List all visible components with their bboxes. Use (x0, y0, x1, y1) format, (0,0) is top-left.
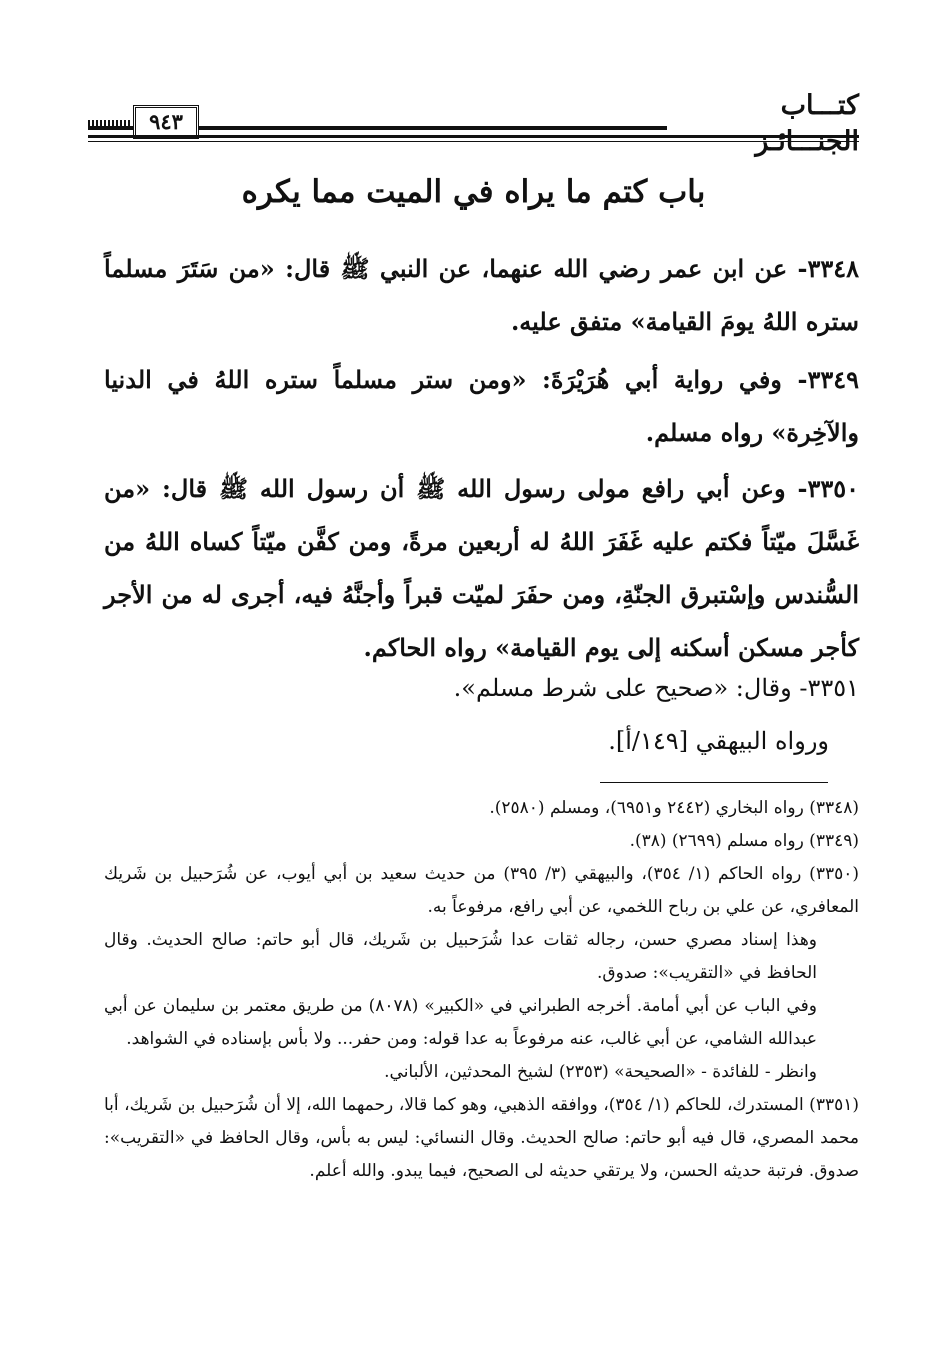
footnote-separator (600, 782, 828, 783)
header-rule-thin (88, 141, 859, 142)
footnote-3350: (٣٣٥٠) رواه الحاكم (١/ ٣٥٤)، والبيهقي (٣/ ٣٩٥) من حديث سعيد بن أبي أيوب، عن شُرَحبيل بن شَريك المعافري، عن علي بن رباح اللخمي، عن أبي رافع، مرفوعاً به. (104, 864, 859, 917)
footnote-3350-paragraph: وانظر - للفائدة - «الصحيحة» (٢٣٥٣) لشيخ المحدثين، الألباني. (384, 1062, 817, 1082)
header-rule-thick (88, 135, 859, 138)
hadith-text: ٣٣٥٠- وعن أبي رافع مولى رسول الله ﷺ أن رسول الله ﷺ قال: «من غَسَّلَ ميّتاً فكتم عليه غَفَرَ اللهُ له أربعين مرةً، ومن كفَّن ميّتاً كساه اللهُ من السُّندس وإسْتبرق الجنّةِ، ومن حفَرَ لميّت قبراً وأجنَّهُ فيه، أجرى له من الأجر كأجر مسكن أسكنه إلى يوم القيامة» رواه الحاكم. (104, 474, 859, 662)
hadith-3349 (104, 353, 859, 459)
hadith-3351 (104, 662, 859, 768)
hadith-3348 (104, 242, 859, 348)
footnote-3351: (٣٣٥١) المستدرك، للحاكم (١/ ٣٥٤)، ووافقه الذهبي، وهو كما قالا، رحمهما الله، إلا أن شُرَحبيل بن شَريك، أبا محمد المصري، قال فيه أبو حاتم: صالح الحديث. وقال النسائي: ليس به بأس، وقال الحافظ في «التقريب»: صدوق. فرتبة حديثه الحسن، ولا يرتقي حديثه لى الصحيح، فيما يبدو. والله أعلم. (104, 1095, 859, 1181)
footnote-3350-paragraph: وهذا إسناد مصري حسن، رجاله ثقات عدا شُرَحبيل بن شَريك، قال أبو حاتم: صالح الحديث. وقال الحافظ في «التقريب»: صدوق. (104, 930, 817, 983)
hadith-text: ٣٣٥١- وقال: «صحيح على شرط مسلم». (453, 674, 859, 702)
footnote-3349: (٣٣٤٩) رواه مسلم (٢٦٩٩) (٣٨). (629, 831, 859, 851)
footnote-3350-paragraph: وفي الباب عن أبي أمامة. أخرجه الطبراني في «الكبير» (٨٠٧٨) من طريق معتمر بن سليمان عن أبي عبدالله الشامي، عن أبي غالب، عنه مرفوعاً به عدا قوله: ومن حفر... ولا بأس بإسناده في الشواهد. (104, 996, 817, 1049)
hadith-text: ٣٣٤٩- وفي رواية أبي هُرَيْرَةَ: «ومن ستر مسلماً ستره اللهُ في الدنيا والآخِرة» رواه مسلم. (104, 365, 859, 447)
chapter-title: باب كتم ما يراه في الميت مما يكره (241, 174, 706, 210)
hadith-text-continued: ورواه البيهقي [١٤٩/أ]. (608, 727, 829, 755)
footnote-3348: (٣٣٤٨) رواه البخاري (٢٤٤٢ و٦٩٥١)، ومسلم (٢٥٨٠). (489, 798, 859, 818)
footnotes (104, 792, 859, 1188)
running-header-title: كتـــاب (780, 90, 859, 121)
hadith-text: ٣٣٤٨- عن ابن عمر رضي الله عنهما، عن النبي ﷺ قال: «من سَتَرَ مسلماً ستره اللهُ يومَ القيامة» متفق عليه. (104, 254, 859, 336)
page-number: ٩٤٣ (133, 105, 199, 139)
hadith-3350 (104, 462, 859, 674)
